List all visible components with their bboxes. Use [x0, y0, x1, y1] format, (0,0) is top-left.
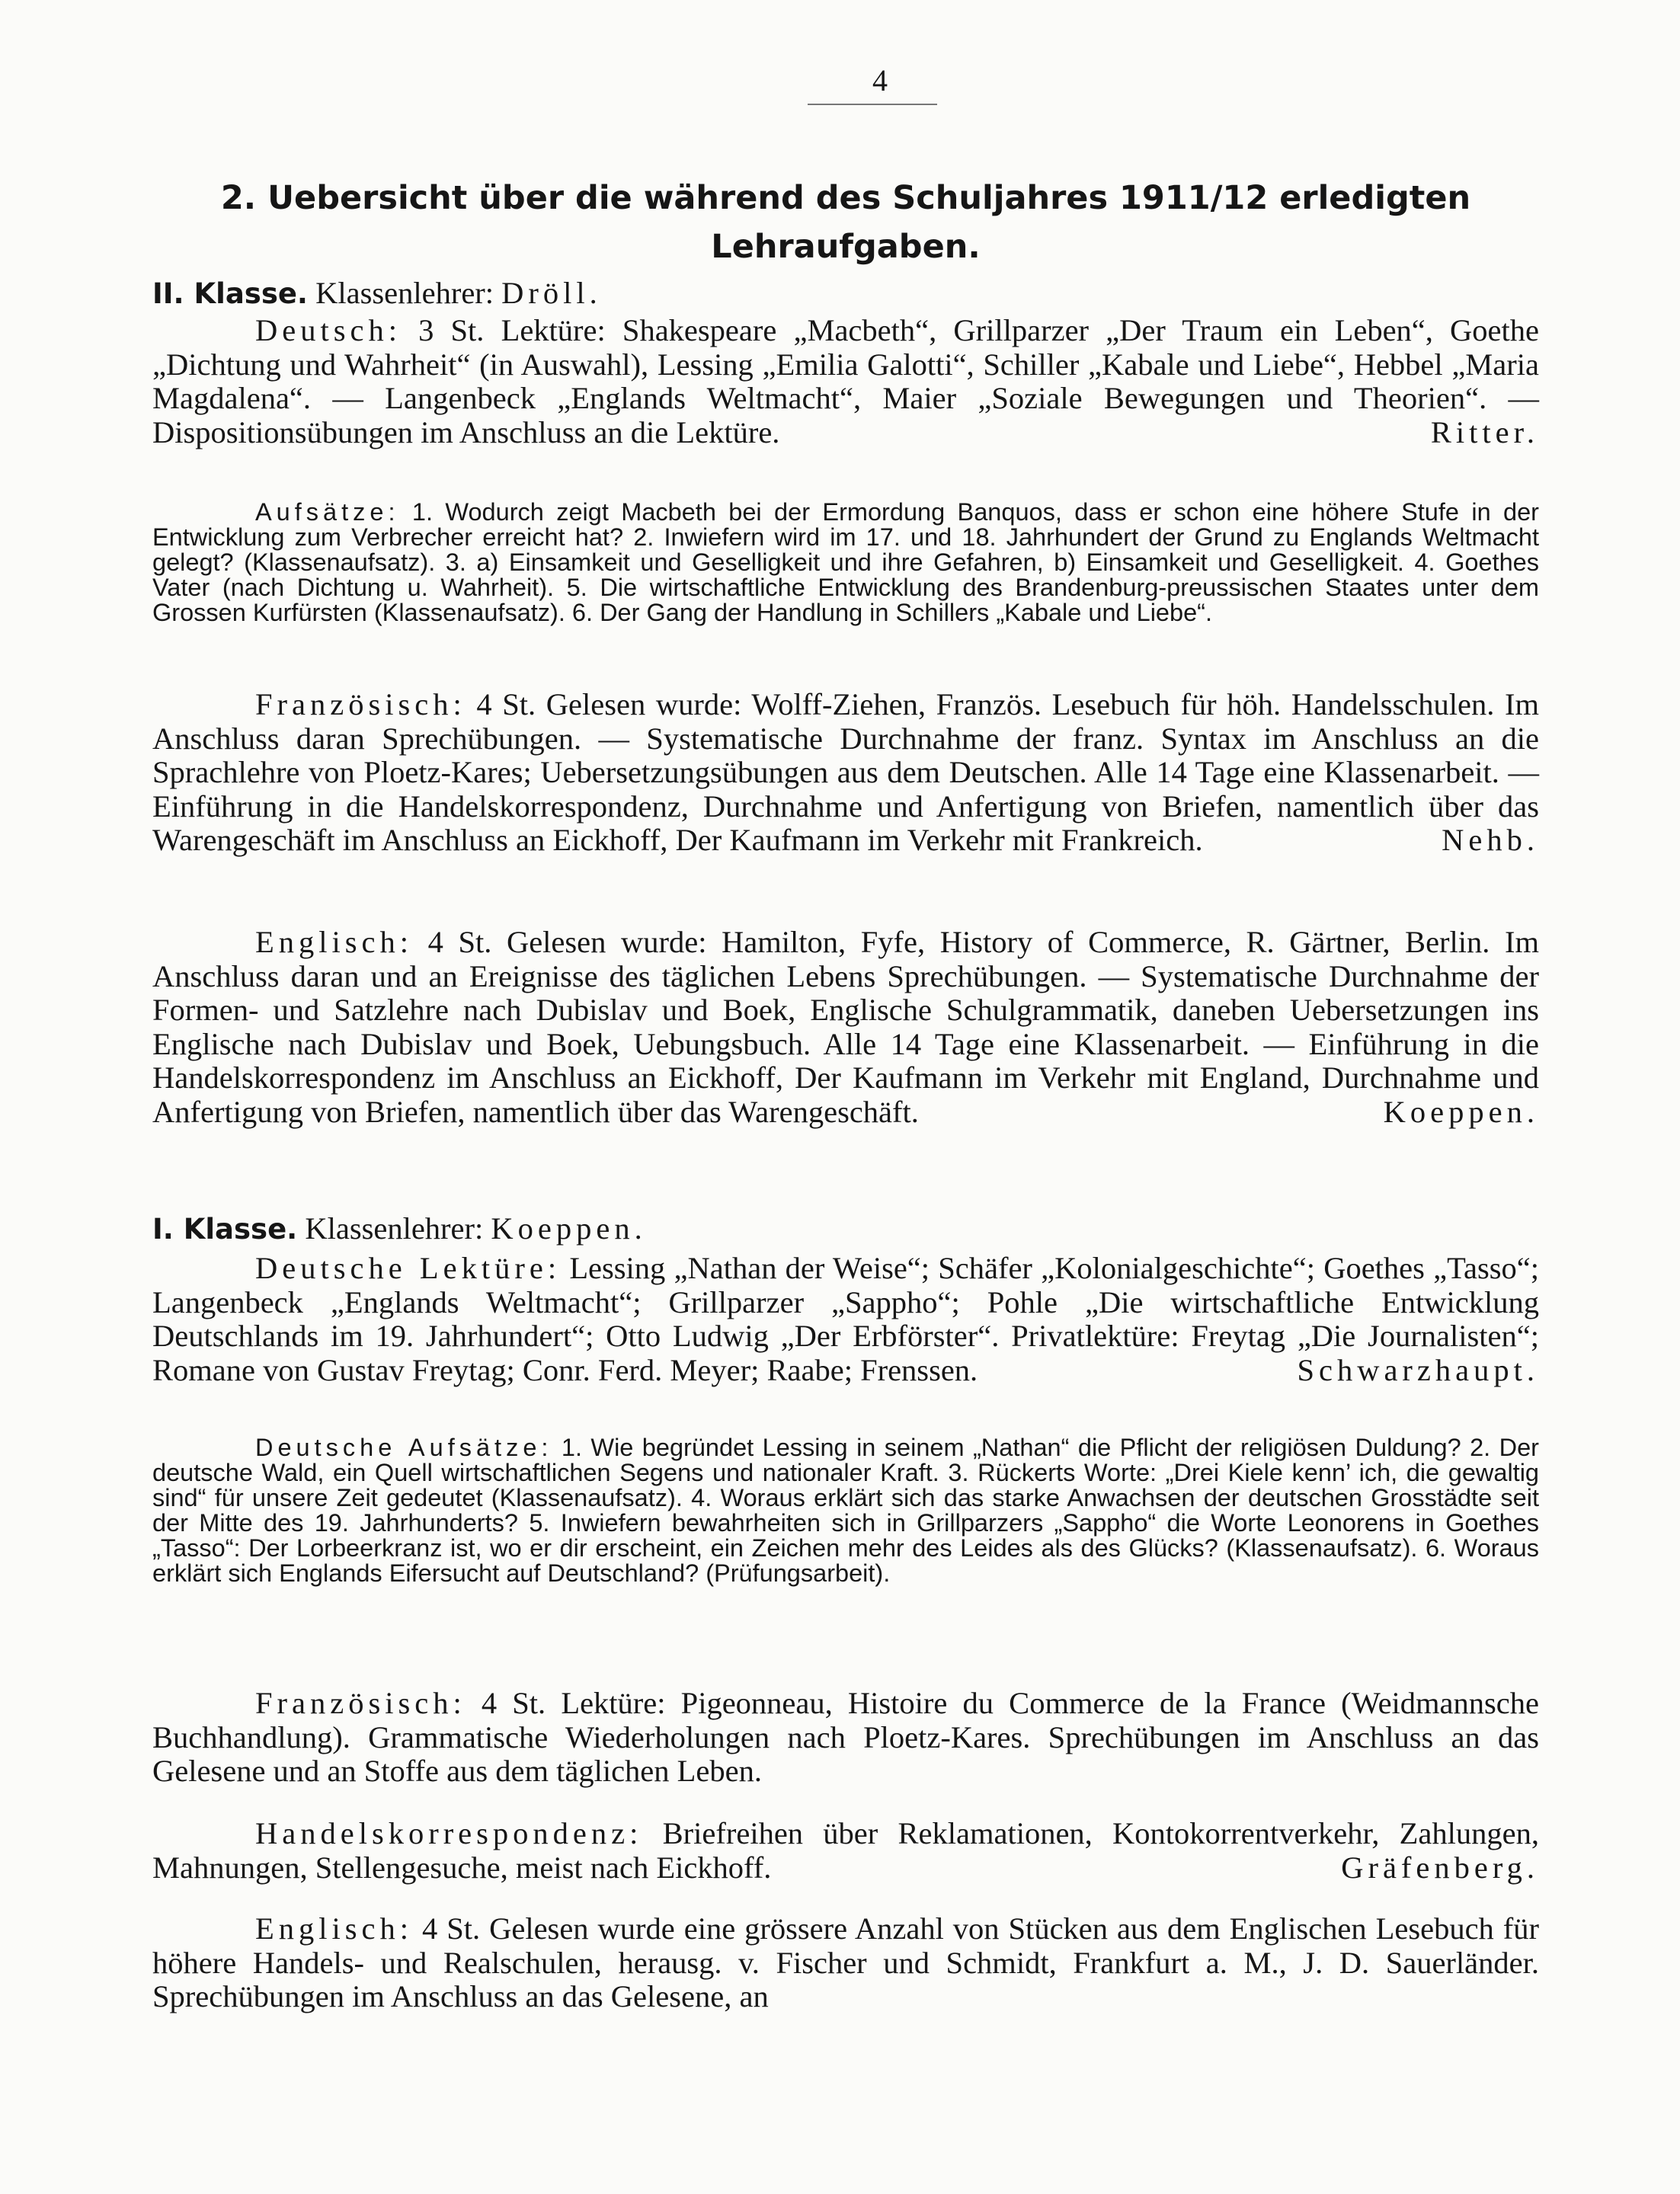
klasse2-aufsaetze-paragraph: [152, 500, 1539, 625]
klasse1-handel-label: Handelskorrespondenz:: [255, 1816, 643, 1850]
klasse1-franzoesisch-label: Französisch:: [255, 1686, 466, 1720]
klasse1-teacher: Koeppen.: [491, 1211, 647, 1246]
klasse2-englisch-paragraph: [152, 926, 1539, 1130]
klasse1-aufsaetze-label: Deutsche Aufsätze:: [255, 1434, 553, 1461]
klasse1-englisch-text: 4 St. Gelesen wurde eine grössere Anzahl von Stücken aus dem Englischen Lesebuch für höhere Handels- und Realschulen, herausg. v. Fischer und Schmidt, Frankfurt a. M., J. D. Sauerländer. Sprechübungen im Anschluss an das Gelesene, an: [152, 1911, 1540, 2014]
klasse2-teacher-label: Klassenlehrer:: [315, 276, 494, 310]
section-heading-line1: 2. Uebersicht über die während des Schuljahres 1911/12 erledigten: [220, 179, 1471, 217]
klasse1-lektuere-teacher: Schwarzhaupt.: [1297, 1352, 1539, 1387]
klasse2-franzoesisch-label: Französisch:: [255, 687, 466, 721]
klasse1-franzoesisch-text: 4 St. Lektüre: Pigeonneau, Histoire du Commerce de la France (Weidmannsche Buchhandlung). Grammatische Wiederholungen nach Ploetz-Kares. Sprechübungen im Anschluss an das Gelesene und an Stoffe aus dem täglichen Leben.: [152, 1686, 1539, 1789]
klasse1-lektuere-label: Deutsche Lektüre:: [255, 1251, 562, 1285]
klasse1-handel-text: Briefreihen über Reklamationen, Kontokorrentverkehr, Zahlungen, Mahnungen, Stellengesuche, meist nach Eickhoff.: [152, 1816, 1539, 1885]
klasse2-deutsch-teacher: Ritter.: [1430, 414, 1539, 449]
klasse2-aufsaetze-text: 1. Wodurch zeigt Macbeth bei der Ermordung Banquos, dass er schon eine höhere Stufe in der Entwicklung zum Verbrecher erreicht hat? 2. Inwiefern wird im 17. und 18. Jahrhundert der Grund zu Englands Weltmacht gelegt? (Klassenaufsatz). 3. a) Einsamkeit und Geselligkeit und ihre Gefahren, b) Einsamkeit und Geselligkeit. 4. Goethes Vater (nach Dichtung u. Wahrheit). 5. Die wirtschaftliche Entwicklung des Brandenburg-preussischen Staates unter dem Grossen Kurfürsten (Klassenaufsatz). 6. Der Gang der Handlung in Schillers „Kabale und Liebe“.: [152, 498, 1540, 626]
klasse1-handel-teacher: Gräfenberg.: [1341, 1850, 1539, 1885]
klasse1-lektuere-text: Lessing „Nathan der Weise“; Schäfer „Kolonialgeschichte“; Goethes „Tasso“; Langenbeck „Englands Weltmacht“; Grillparzer „Sappho“; Pohle „Die wirtschaftliche Entwicklung Deutschlands im 19. Jahrhundert“; Otto Ludwig „Der Erbförster“. Privatlektüre: Freytag „Die Journalisten“; Romane von Gustav Freytag; Conr. Ferd. Meyer; Raabe; Frenssen.: [152, 1251, 1539, 1387]
klasse2-franzoesisch-paragraph: [152, 688, 1539, 858]
klasse2-header: [152, 276, 1539, 312]
klasse2-deutsch-paragraph: [152, 314, 1539, 449]
page-number: 4: [872, 63, 888, 98]
klasse1-handel-paragraph: [152, 1817, 1539, 1885]
section-heading-line2: Lehraufgaben.: [711, 228, 981, 266]
klasse2-aufsaetze-label: Aufsätze:: [255, 498, 400, 526]
klasse1-aufsaetze-paragraph: [152, 1435, 1539, 1586]
klasse1-englisch-paragraph: [152, 1912, 1539, 2014]
klasse2-deutsch-label: Deutsch:: [255, 313, 402, 347]
klasse2-englisch-teacher: Koeppen.: [1383, 1094, 1539, 1129]
klasse2-deutsch-text: 3 St. Lektüre: Shakespeare „Macbeth“, Grillparzer „Der Traum ein Leben“, Goethe „Dichtung und Wahrheit“ (in Auswahl), Lessing „Emilia Galotti“, Schiller „Kabale und Liebe“, Hebbel „Maria Magdalena“. — Langenbeck „Englands Weltmacht“, Maier „Soziale Bewegungen und Theorien“. — Dispositionsübungen im Anschluss an die Lektüre.: [152, 313, 1539, 449]
klasse1-aufsaetze-text: 1. Wie begründet Lessing in seinem „Nathan“ die Pflicht der religiösen Duldung? 2. Der deutsche Wald, ein Quell wirtschaftlichen Segens und nationaler Kraft. 3. Rückerts Worte: „Drei Kiele kenn’ ich, die gewaltig sind“ für unsere Zeit gedeutet (Klassenaufsatz). 4. Woraus erklärt sich das starke Anwachsen der deutschen Grosstädte seit der Mitte des 19. Jahrhunderts? 5. Inwiefern bewahrheiten sich in Grillparzers „Sappho“ die Worte Leonorens in Goethes „Tasso“: Der Lorbeerkranz ist, wo er dir erscheint, ein Zeichen mehr des Leides als des Glücks? (Klassenaufsatz). 6. Woraus erklärt sich Englands Eifersucht auf Deutschland? (Prüfungsarbeit).: [152, 1434, 1540, 1587]
klasse2-name: II. Klasse.: [152, 277, 308, 310]
klasse1-teacher-label: Klassenlehrer:: [305, 1211, 484, 1246]
klasse1-header: [152, 1211, 1539, 1247]
klasse2-franzoesisch-teacher: Nehb.: [1442, 823, 1539, 858]
klasse2-englisch-text: 4 St. Gelesen wurde: Hamilton, Fyfe, History of Commerce, R. Gärtner, Berlin. Im Anschluss daran und an Ereignisse des täglichen Lebens Sprechübungen. — Systematische Durchnahme der Formen- und Satzlehre nach Dubislav und Boek, Englische Schulgrammatik, daneben Uebersetzungen ins Englische nach Dubislav und Boek, Uebungsbuch. Alle 14 Tage eine Klassenarbeit. — Einführung in die Handelskorrespondenz im Anschluss an Eickhoff, Der Kaufmann im Verkehr mit England, Durchnahme und Anfertigung von Briefen, namentlich über das Warengeschäft.: [152, 925, 1540, 1129]
klasse2-franzoesisch-text: 4 St. Gelesen wurde: Wolff-Ziehen, Französ. Lesebuch für höh. Handelsschulen. Im Anschluss daran Sprechübungen. — Systematische Durchnahme der franz. Syntax im Anschluss an die Sprachlehre von Ploetz-Kares; Uebersetzungsübungen aus dem Deutschen. Alle 14 Tage eine Klassenarbeit. — Einführung in die Handelskorrespondenz, Durchnahme und Anfertigung von Briefen, namentlich über das Warengeschäft im Anschluss an Eickhoff, Der Kaufmann im Verkehr mit Frankreich.: [152, 687, 1539, 858]
klasse1-lektuere-paragraph: [152, 1252, 1539, 1387]
page-number-rule: [808, 104, 937, 105]
klasse2-teacher: Dröll.: [501, 276, 602, 310]
klasse1-englisch-label: Englisch:: [255, 1911, 413, 1946]
section-heading: [152, 174, 1539, 271]
klasse1-franzoesisch-paragraph: [152, 1687, 1539, 1789]
klasse2-englisch-label: Englisch:: [255, 925, 413, 959]
klasse1-name: I. Klasse.: [152, 1213, 298, 1246]
